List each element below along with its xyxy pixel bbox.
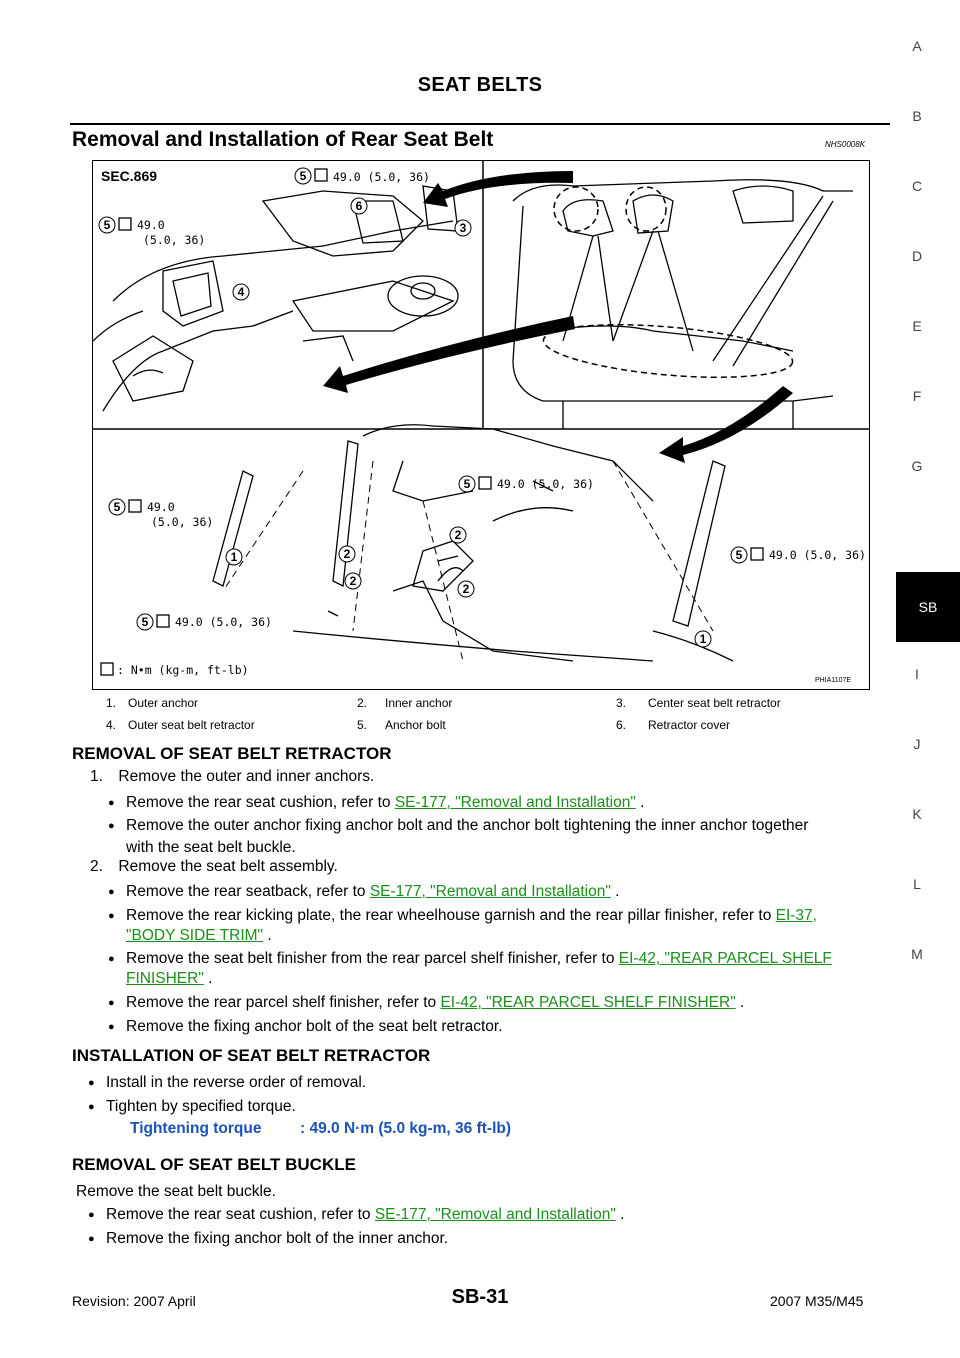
callout-2 (339, 546, 355, 562)
buckle-bullet-1: ● Remove the rear seat cushion, refer to SE-177, "Removal and Installation" . (106, 1204, 625, 1226)
heading-installation-retractor: INSTALLATION OF SEAT BELT RETRACTOR (72, 1046, 431, 1065)
section-title: Removal and Installation of Rear Seat Belt (72, 128, 494, 151)
step1-bullet-2: ● Remove the outer anchor fixing anchor bolt and the anchor bolt tightening the inner anchor together (126, 815, 890, 837)
pointer-arrows (323, 171, 793, 463)
torque-label-upper-left-1: 49.0 (137, 218, 165, 232)
legend-num-3: 3. (616, 696, 627, 710)
buckle-intro: Remove the seat belt buckle. (76, 1183, 276, 1200)
legend-text-2: Inner anchor (385, 696, 453, 710)
side-index-e[interactable]: E (912, 318, 922, 334)
svg-text:5: 5 (113, 500, 121, 514)
link-finisher[interactable]: FINISHER" (126, 970, 204, 987)
side-index-b[interactable]: B (912, 108, 922, 124)
side-index-j[interactable]: J (913, 736, 921, 752)
svg-text:5: 5 (463, 477, 471, 491)
svg-text:1: 1 (699, 632, 707, 646)
svg-text:2: 2 (454, 528, 462, 542)
step2-bullet-2: ● Remove the rear kicking plate, the rear wheelhouse garnish and the rear pillar finisher, refer to EI-37, (126, 905, 817, 927)
side-index-d[interactable]: D (911, 248, 923, 264)
install-bullet-2: ● Tighten by specified torque. (106, 1096, 296, 1118)
install-bullet-1: ● Install in the reverse order of removal. (106, 1072, 366, 1094)
footer-page-number: SB-31 (451, 1286, 509, 1308)
rear-seat-drawing (513, 180, 853, 429)
svg-text:2: 2 (343, 547, 351, 561)
torque-label-lower-left-2: (5.0, 36) (151, 515, 214, 529)
svg-text:3: 3 (459, 221, 467, 235)
svg-text:5: 5 (299, 169, 307, 183)
image-code: PHIA1107E (815, 677, 852, 684)
callout-6 (351, 198, 367, 214)
step2-bullet-5: ● Remove the fixing anchor bolt of the seat belt retractor. (126, 1016, 503, 1038)
legend-text-5: Anchor bolt (385, 718, 446, 732)
unit-legend: : N•m (kg-m, ft-lb) (117, 663, 249, 677)
svg-text:5: 5 (103, 218, 111, 232)
callout-2 (450, 527, 466, 543)
step2-bullet-3: ● Remove the seat belt finisher from the rear parcel shelf finisher, refer to EI-42, "REAR PARCEL SHELF (126, 948, 832, 970)
step2-bullet-3-cont: FINISHER" . (126, 970, 213, 987)
side-index-i[interactable]: I (915, 666, 919, 682)
side-index-l[interactable]: L (913, 876, 921, 892)
link-se-177[interactable]: SE-177, "Removal and Installation" (369, 883, 611, 900)
svg-text:2: 2 (462, 582, 470, 596)
step1-bullet-2-cont: with the seat belt buckle. (126, 839, 296, 856)
callout-1 (695, 631, 711, 647)
torque-label-right: 49.0 (5.0, 36) (769, 548, 866, 562)
callout-3 (455, 220, 471, 236)
callout-5 (109, 499, 125, 515)
callout-5 (137, 614, 153, 630)
highlight-circles (541, 187, 794, 386)
anchors-drawing (213, 425, 733, 661)
link-se-177[interactable]: SE-177, "Removal and Installation" (394, 794, 636, 811)
torque-label-top: 49.0 (5.0, 36) (333, 170, 430, 184)
torque-label-upper-left-2: (5.0, 36) (143, 233, 206, 247)
torque-label-bottom-left: 49.0 (5.0, 36) (175, 615, 272, 629)
step-2: 2. Remove the seat belt assembly. (90, 858, 338, 875)
callout-2 (458, 581, 474, 597)
sec-label: SEC.869 (101, 168, 158, 184)
diagram-drawing (93, 161, 869, 689)
legend-num-1: 1. (106, 696, 117, 710)
side-index-f[interactable]: F (912, 388, 922, 404)
callout-5 (459, 476, 475, 492)
callout-5 (731, 547, 747, 563)
svg-text:1: 1 (230, 550, 238, 564)
callout-1 (226, 549, 242, 565)
legend-text-1: Outer anchor (128, 696, 199, 710)
legend-num-6: 6. (616, 718, 627, 732)
footer-revision: Revision: 2007 April (72, 1293, 196, 1309)
heading-removal-buckle: REMOVAL OF SEAT BELT BUCKLE (72, 1155, 356, 1174)
callout-4 (233, 284, 249, 300)
legend-num-4: 4. (106, 718, 117, 732)
torque-spec-label: Tightening torque (130, 1120, 262, 1137)
side-index-a[interactable]: A (912, 38, 922, 54)
section-code: NHS0008K (825, 140, 866, 149)
legend-text-4: Outer seat belt retractor (128, 718, 255, 732)
heading-removal-retractor: REMOVAL OF SEAT BELT RETRACTOR (72, 744, 392, 763)
step2-bullet-4: ● Remove the rear parcel shelf finisher, refer to EI-42, "REAR PARCEL SHELF FINISHER" . (126, 992, 744, 1014)
buckle-bullet-2: ● Remove the fixing anchor bolt of the inner anchor. (106, 1228, 448, 1250)
side-index-m[interactable]: M (911, 946, 923, 962)
side-index-sb-active[interactable]: SB (896, 572, 960, 642)
torque-label-lower-left-1: 49.0 (147, 500, 175, 514)
side-index-k[interactable]: K (912, 806, 922, 822)
link-ei-37[interactable]: EI-37, (775, 907, 817, 924)
step-1: 1. Remove the outer and inner anchors. (90, 768, 375, 785)
svg-text:6: 6 (355, 199, 363, 213)
callout-5 (295, 168, 311, 184)
step2-bullet-2-cont: "BODY SIDE TRIM" . (126, 927, 272, 944)
svg-text:5: 5 (735, 548, 743, 562)
legend-num-2: 2. (357, 696, 368, 710)
link-ei-42-parcel-shelf[interactable]: EI-42, "REAR PARCEL SHELF FINISHER" (440, 994, 736, 1011)
seat-belt-diagram (92, 160, 870, 690)
legend-text-6: Retractor cover (648, 718, 731, 732)
callout-2 (345, 573, 361, 589)
link-ei-42[interactable]: EI-42, "REAR PARCEL SHELF (618, 950, 832, 967)
footer-model: 2007 M35/M45 (770, 1293, 864, 1309)
side-index (896, 0, 960, 1358)
side-index-g[interactable]: G (911, 458, 923, 474)
svg-text:4: 4 (237, 285, 245, 299)
torque-spec-value: : 49.0 N·m (5.0 kg-m, 36 ft-lb) (300, 1120, 512, 1137)
step1-bullet-1: ● Remove the rear seat cushion, refer to SE-177, "Removal and Installation" . (126, 792, 645, 814)
header-divider (70, 123, 890, 125)
legend-num-5: 5. (357, 718, 368, 732)
svg-text:5: 5 (141, 615, 149, 629)
link-body-side-trim[interactable]: "BODY SIDE TRIM" (126, 927, 264, 944)
link-se-177[interactable]: SE-177, "Removal and Installation" (374, 1206, 616, 1223)
side-index-c[interactable]: C (911, 178, 923, 194)
legend-text-3: Center seat belt retractor (648, 696, 781, 710)
torque-label-center: 49.0 (5.0, 36) (497, 477, 594, 491)
callout-5 (99, 217, 115, 233)
svg-text:2: 2 (349, 574, 357, 588)
step2-bullet-1: ● Remove the rear seatback, refer to SE-177, "Removal and Installation" . (126, 881, 620, 903)
page-title: SEAT BELTS (417, 74, 543, 96)
